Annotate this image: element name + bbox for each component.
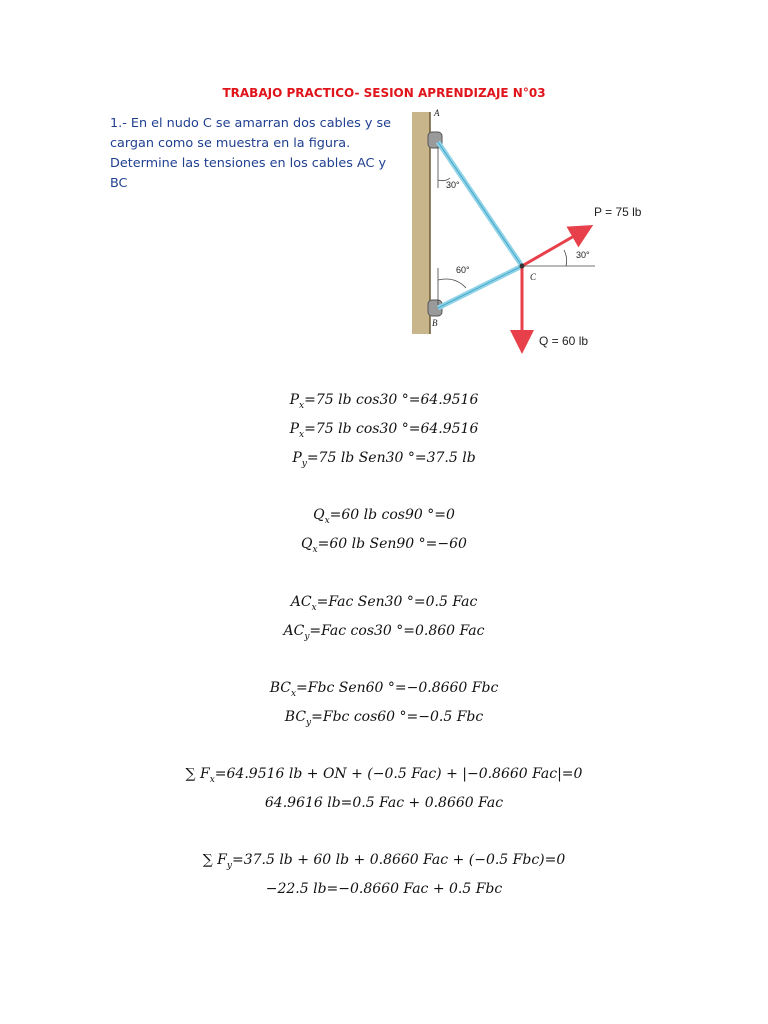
equation-rhs: =Fac cos30 °=0.860 Fac [309, 623, 485, 639]
equation-line [0, 795, 768, 811]
equation-line [0, 881, 768, 897]
page-title: TRABAJO PRACTICO- SESION APRENDIZAJE N°03 [222, 86, 546, 100]
equation-subscript: x [299, 400, 305, 411]
cable-diagram [400, 108, 680, 364]
equation-lhs: AC [283, 623, 305, 639]
equation-rhs: =37.5 lb + 60 lb + 0.8660 Fac + (−0.5 Fbc)=0 [231, 852, 566, 868]
angle-b-label: 60° [456, 265, 470, 275]
equation-subscript: y [304, 631, 310, 642]
equation-subscript: x [324, 515, 330, 526]
equation-line [0, 450, 768, 469]
label-a: A [434, 108, 440, 118]
equation-lhs: P [292, 450, 302, 466]
equation-subscript: x [209, 774, 215, 785]
label-c: C [530, 272, 537, 282]
angle-p-label: 30° [576, 250, 590, 260]
equation-line [0, 680, 768, 699]
equation-rhs: =60 lb Sen90 °=−60 [317, 536, 467, 552]
equation-line [0, 507, 768, 526]
equation-line [0, 852, 768, 871]
equation-rhs: =Fbc Sen60 °=−0.8660 Fbc [296, 680, 499, 696]
equation-line [0, 421, 768, 440]
equation-line [0, 623, 768, 642]
equation-lhs: ∑ F [202, 852, 227, 868]
equation-rhs: 64.9616 lb=0.5 Fac + 0.8660 Fac [264, 795, 504, 811]
force-p-arrow [522, 228, 588, 266]
equation-rhs: =64.9516 lb + ON + (−0.5 Fac) + |−0.8660 Fac|=0 [214, 766, 583, 782]
wall [412, 112, 430, 334]
equation-lhs: Q [313, 507, 325, 523]
equation-lhs: P [289, 392, 300, 408]
equation-lhs: Q [301, 536, 313, 552]
equation-line [0, 709, 768, 728]
angle-a-label: 30° [446, 180, 460, 190]
equation-line [0, 536, 768, 555]
equation-subscript: y [226, 860, 232, 871]
equation-subscript: x [290, 688, 297, 699]
statics-figure [400, 108, 680, 364]
force-q-label: Q = 60 lb [539, 334, 589, 348]
equation-lhs: AC [290, 594, 312, 610]
equation-line [0, 766, 768, 785]
equation-subscript: y [301, 458, 307, 469]
equation-lhs: BC [269, 680, 291, 696]
force-p-label: P = 75 lb [594, 205, 642, 219]
equation-lhs: BC [284, 709, 307, 725]
equation-subscript: x [299, 429, 305, 440]
equation-rhs: =60 lb cos90 °=0 [329, 507, 455, 523]
equation-rhs: =75 lb Sen30 °=37.5 lb [306, 450, 476, 466]
equation-lhs: P [289, 421, 300, 437]
equation-subscript: x [312, 544, 318, 555]
problem-statement: 1.- En el nudo C se amarran dos cables y se cargan como se muestra en la figura. Determine las tensiones en los cables AC y BC [110, 116, 392, 191]
equation-subscript: y [306, 717, 312, 728]
equation-rhs: =Fbc cos60 °=−0.5 Fbc [311, 709, 484, 725]
node-c [520, 264, 525, 269]
equation-subscript: x [311, 602, 317, 613]
equation-line [0, 392, 768, 411]
label-b: B [432, 318, 438, 328]
equation-rhs: −22.5 lb=−0.8660 Fac + 0.5 Fbc [265, 881, 503, 897]
equation-rhs: =75 lb cos30 °=64.9516 [304, 421, 479, 437]
equation-rhs: =75 lb cos30 °=64.9516 [304, 392, 479, 408]
equation-lhs: ∑ F [185, 766, 210, 782]
equation-rhs: =Fac Sen30 °=0.5 Fac [316, 594, 478, 610]
equation-line [0, 594, 768, 613]
